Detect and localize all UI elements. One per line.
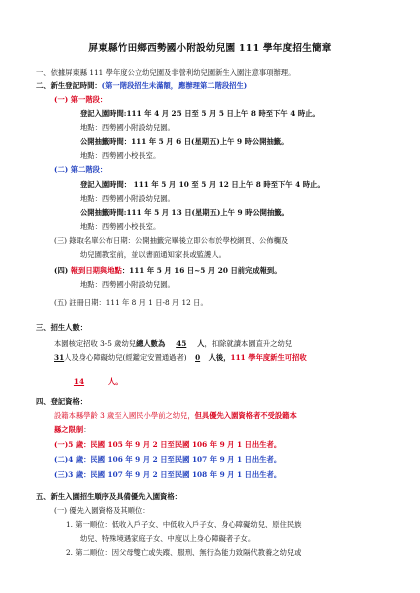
- eligibility-age-5: (一)5 歲：民國 105 年 9 月 2 日至民國 106 年 9 月 1 日出生者。: [54, 440, 282, 449]
- quota-line-3: [54, 377, 123, 387]
- phase-2-lottery-location: 地點：西勢國小校長室。: [80, 222, 161, 231]
- phase-1-registration: 登記入園時間:111 年 4 月 25 日至 5 月 5 日上午 8 時至下午 4 時止。: [80, 109, 320, 118]
- eligibility-note-1-bold: 但具優先入園資格者不受設籍本: [194, 411, 297, 420]
- phase-1-location: 地點：西勢國小附設幼兒園。: [80, 123, 175, 132]
- eligibility-note-2-end: ：: [83, 425, 91, 434]
- announcement-line-2: 幼兒園教室前，並以書面通知家長或監護人。: [80, 250, 226, 259]
- priority-subheading: (一) 優先入園資格及其順位：: [54, 506, 150, 515]
- quota-deduct: ，扣除就讀本園直升之幼兒: [204, 339, 293, 348]
- section-4-heading: 四、登記資格：: [36, 397, 88, 406]
- quota-disabled-number: 0: [195, 353, 201, 362]
- announcement-line-1: (三) 錄取名單公布日期：公開抽籤完畢後立即公布於學校網頁、公佈欄及: [54, 236, 289, 245]
- eligibility-age-4: (二)4 歲：民國 106 年 9 月 2 日至民國 107 年 9 月 1 日出生者。: [54, 455, 282, 464]
- eligibility-note-1: 設籍本縣學齡 3 歲至入國民小學前之幼兒，: [54, 411, 195, 420]
- quota-new-label: 111 學年度新生可招收: [230, 353, 307, 362]
- quota-intro: 本園核定招收 3-5 歲幼兒: [54, 339, 137, 348]
- section-5-heading: 五、新生入園招生順序及具備優先入園資格：: [36, 492, 182, 501]
- quota-line-2: [54, 353, 307, 363]
- phase-2-registration: 登記入園時間： 111 年 5 月 10 至 5 月 12 日上午 8 時至下午 4 時止。: [80, 180, 325, 189]
- phase-1-lottery: 公開抽籤時間：111 年 5 月 6 日(星期五)上午 9 時公開抽籤。: [80, 137, 289, 146]
- section-2-heading: [36, 81, 247, 91]
- check-in-date: ：111 年 5 月 16 日~5 月 20 日前完成報到。: [121, 266, 282, 275]
- section-2-title: 二、新生登記時間：: [36, 81, 102, 90]
- eligibility-note-2: 縣之限制: [54, 425, 84, 434]
- priority-item-1-line-1: 1. 第一順位：低收入戶子女、中低收入戶子女、身心障礙幼兒、原住民族: [66, 520, 302, 529]
- quota-direct-number: 31: [54, 353, 65, 362]
- check-in-location: 地點：西勢國小附設幼兒園。: [80, 280, 175, 289]
- check-in-highlight: 報到日期與地點: [70, 266, 122, 275]
- phase-2-label: (二) 第二階段：: [54, 165, 108, 174]
- section-1-text: 一、依據屏東縣 111 學年度公立幼兒園及非營利幼兒園新生入園注意事項辦理。: [36, 68, 296, 77]
- phase-1-label: (一) 第一階段：: [54, 95, 108, 104]
- eligibility-age-3: (三)3 歲：民國 107 年 9 月 2 日至民國 108 年 9 月 1 日出生者。: [54, 470, 282, 479]
- registration-date: (五) 註冊日期：111 年 8 月 1 日-8 月 12 日。: [54, 298, 208, 307]
- quota-direct-text: 人及身心障礙幼兒(經鑑定安置通過者): [64, 353, 187, 362]
- quota-total-number: 45: [176, 339, 187, 348]
- quota-new-unit: 人。: [108, 377, 123, 386]
- priority-item-1-line-2: 幼兒、特殊境遇家庭子女、中度以上身心障礙者子女。: [80, 534, 256, 543]
- check-in-label: (四): [54, 266, 71, 275]
- quota-total-label: 總人數為: [136, 339, 166, 348]
- quota-total-unit: 人: [197, 339, 205, 348]
- page-title: 屏東縣竹田鄉西勢國小附設幼兒園 111 學年度招生簡章: [88, 43, 332, 54]
- section-3-heading: 三、招生人數：: [36, 323, 88, 332]
- eligibility-note-line-2: [54, 425, 90, 435]
- quota-line-1: [54, 339, 292, 349]
- phase-2-lottery: 公開抽籤時間:111 年 5 月 13 日(星期五)上午 9 時公開抽籤。: [80, 208, 289, 217]
- phase-2-location: 地點：西勢國小附設幼兒園。: [80, 194, 175, 203]
- quota-new-number: 14: [73, 377, 85, 386]
- eligibility-note-line-1: [54, 411, 297, 421]
- quota-after: 人後，: [208, 353, 231, 362]
- priority-item-2-line-1: 2. 第二順位：因父母雙亡或失蹤、服刑、無行為能力致隔代教養之幼兒或: [66, 548, 302, 557]
- phase-1-lottery-location: 地點：西勢國小校長室。: [80, 151, 161, 160]
- check-in-line: [54, 266, 282, 276]
- section-2-note: (第一階段招生未滿額，應辦理第二階段招生): [101, 81, 248, 90]
